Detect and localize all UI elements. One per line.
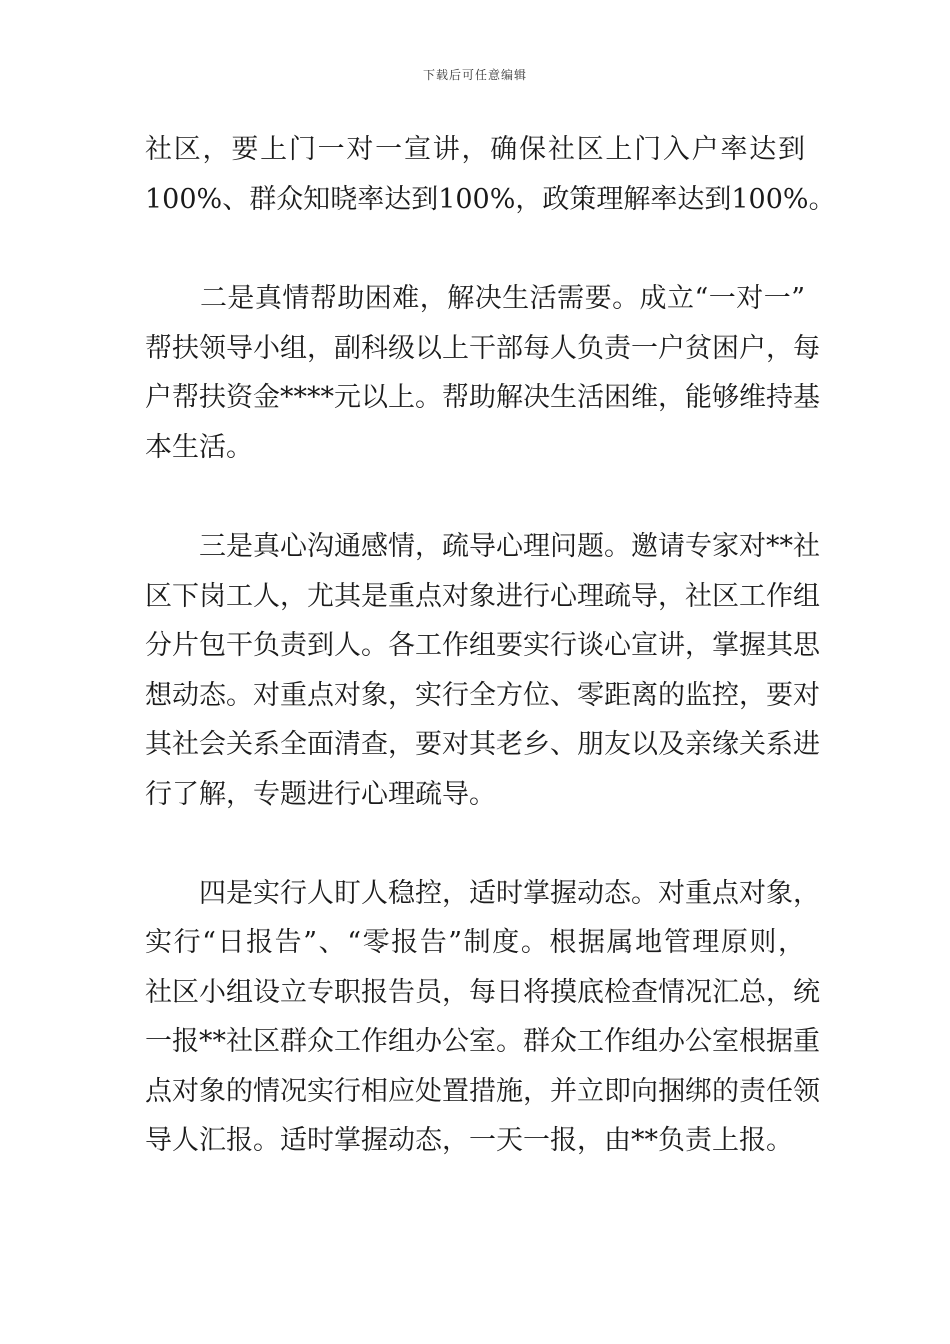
text-line: 一报**社区群众工作组办公室。群众工作组办公室根据重 bbox=[145, 1026, 820, 1057]
text-line: 实行“日报告”、“零报告”制度。根据属地管理原则， bbox=[145, 927, 805, 958]
text-line: 想动态。对重点对象，实行全方位、零距离的监控，要对 bbox=[145, 680, 820, 711]
text-line: 100%、群众知晓率达到100%，政策理解率达到100%。 bbox=[145, 184, 836, 215]
text-line: 二是真情帮助困难，解决生活需要。成立“一对一” bbox=[145, 283, 805, 314]
text-line: 户帮扶资金****元以上。帮助解决生活困维，能够维持基 bbox=[145, 382, 820, 413]
text-line: 本生活。 bbox=[145, 432, 253, 463]
text-line: 区下岗工人，尤其是重点对象进行心理疏导，社区工作组 bbox=[145, 581, 820, 612]
text-line: 其社会关系全面清查，要对其老乡、朋友以及亲缘关系进 bbox=[145, 729, 820, 760]
text-line: 点对象的情况实行相应处置措施，并立即向捆绑的责任领 bbox=[145, 1076, 820, 1107]
text-line: 行了解，专题进行心理疏导。 bbox=[145, 779, 496, 810]
text-line: 帮扶领导小组，副科级以上干部每人负责一户贫困户，每 bbox=[145, 333, 820, 364]
page-header: 下载后可任意编辑 bbox=[422, 68, 527, 82]
text-line: 社区，要上门一对一宣讲，确保社区上门入户率达到 bbox=[145, 134, 805, 165]
text-line: 分片包干负责到人。各工作组要实行谈心宣讲，掌握其思 bbox=[145, 630, 820, 661]
text-line: 三是真心沟通感情，疏导心理问题。邀请专家对**社 bbox=[145, 531, 820, 562]
text-line: 四是实行人盯人稳控，适时掌握动态。对重点对象， bbox=[145, 878, 820, 909]
text-line: 社区小组设立专职报告员，每日将摸底检查情况汇总，统 bbox=[145, 977, 820, 1008]
text-line: 导人汇报。适时掌握动态，一天一报，由**负责上报。 bbox=[145, 1125, 793, 1156]
